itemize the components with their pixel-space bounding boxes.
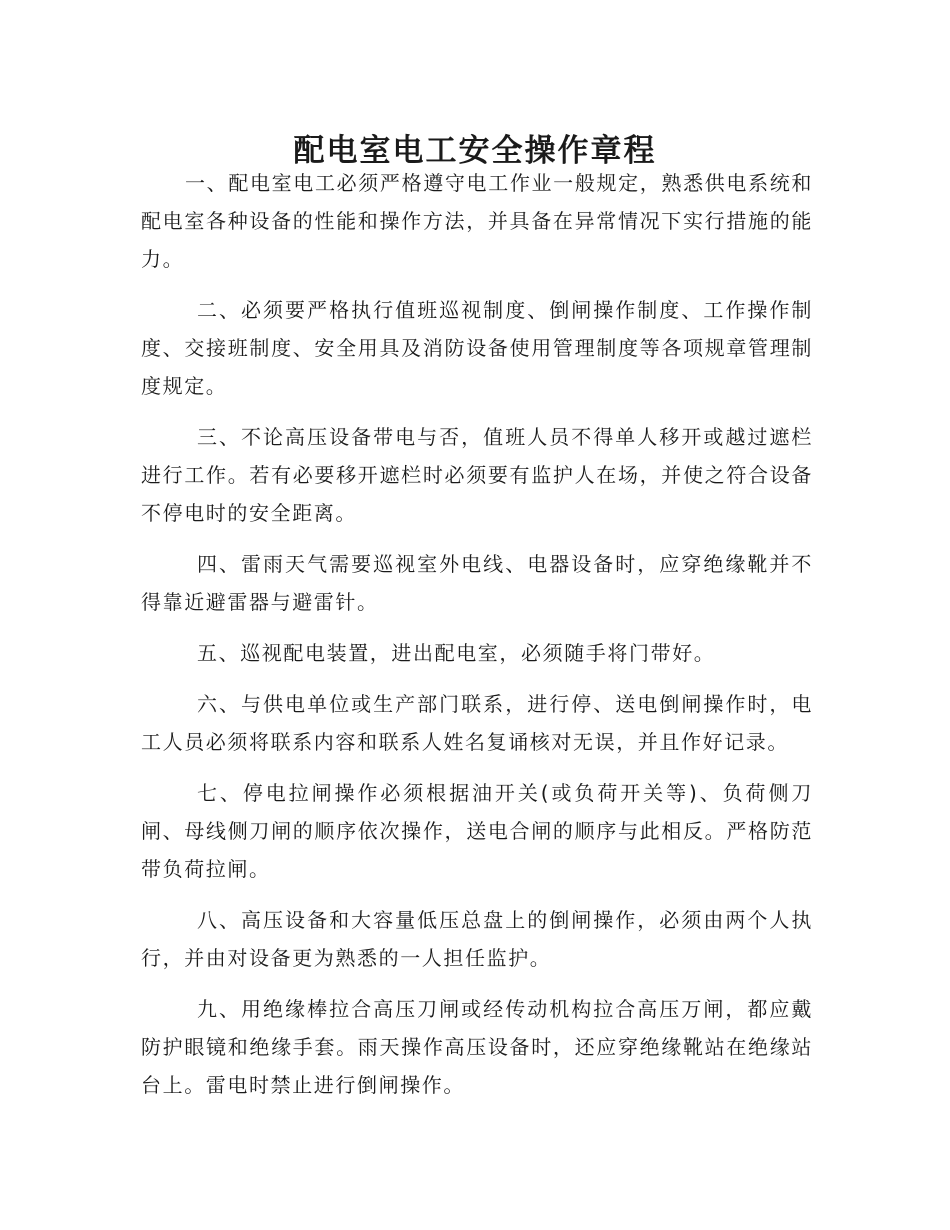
paragraph-7: 七、停电拉闸操作必须根据油开关(或负荷开关等)、负荷侧刀闸、母线侧刀闸的顺序依次操作，送电合闸的顺序与此相反。严格防范带负荷拉闸。: [141, 781, 813, 881]
paragraph-6: 六、与供电单位或生产部门联系，进行停、送电倒闸操作时，电工人员必须将联系内容和联系人姓名复诵核对无误，并且作好记录。: [141, 692, 813, 754]
paragraph-2: 二、必须要严格执行值班巡视制度、倒闸操作制度、工作操作制度、交接班制度、安全用具及消防设备使用管理制度等各项规章管理制度规定。: [141, 298, 813, 398]
paragraph-1: 一、配电室电工必须严格遵守电工作业一般规定，熟悉供电系统和配电室各种设备的性能和操作方法，并具备在异常情况下实行措施的能力。: [141, 171, 813, 271]
paragraph-5: 五、巡视配电装置，进出配电室，必须随手将门带好。: [197, 641, 716, 665]
paragraph-8: 八、高压设备和大容量低压总盘上的倒闸操作，必须由两个人执行，并由对设备更为熟悉的一人担任监护。: [141, 908, 813, 970]
document-title: 配电室电工安全操作章程: [293, 132, 657, 169]
paragraph-3: 三、不论高压设备带电与否，值班人员不得单人移开或越过遮栏进行工作。若有必要移开遮栏时必须要有监护人在场，并使之符合设备不停电时的安全距离。: [141, 425, 813, 525]
document-body: [141, 164, 813, 1104]
paragraph-9: 九、用绝缘棒拉合高压刀闸或经传动机构拉合高压万闸，都应戴防护眼镜和绝缘手套。雨天操作高压设备时，还应穿绝缘靴站在绝缘站台上。雷电时禁止进行倒闸操作。: [141, 997, 813, 1097]
paragraph-4: 四、雷雨天气需要巡视室外电线、电器设备时，应穿绝缘靴并不得靠近避雷器与避雷针。: [141, 552, 813, 614]
